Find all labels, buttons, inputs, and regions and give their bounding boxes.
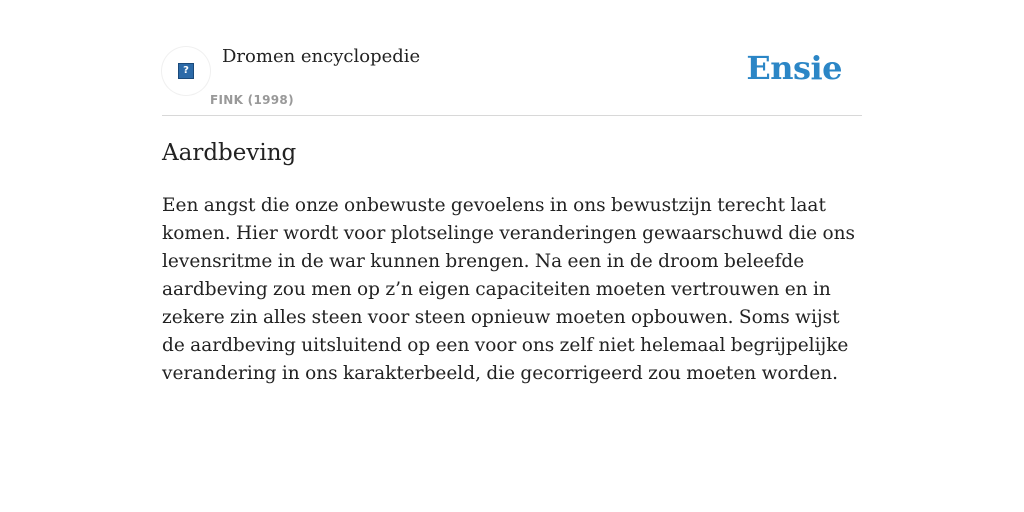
entry-term: Aardbeving (162, 140, 297, 166)
source-title[interactable]: Dromen encyclopedie (222, 46, 421, 67)
source-meta: FINK (1998) (210, 93, 294, 107)
ensie-logo[interactable]: Ensie (746, 49, 842, 87)
entry-header (162, 0, 862, 116)
source-thumbnail[interactable] (162, 47, 210, 95)
entry-definition: Een angst die onze onbewuste gevoelens in ons bewustzijn terecht laat komen. Hier wordt voor plotselinge veranderingen gewaarschuwd die ons levensritme in de war kunnen brengen. Na een in de droom beleefde aardbeving zou men op z’n eigen capaciteiten moeten vertrouwen en in zekere zin alles steen voor steen opnieuw moeten opbouwen. Soms wijst de aardbeving uitsluitend op een voor ons zelf niet helemaal begrijpelijke verandering in ons karakterbeeld, die gecorrigeerd zou moeten worden. (162, 195, 856, 384)
book-icon: ? (178, 63, 194, 79)
entry-card (162, 0, 862, 384)
